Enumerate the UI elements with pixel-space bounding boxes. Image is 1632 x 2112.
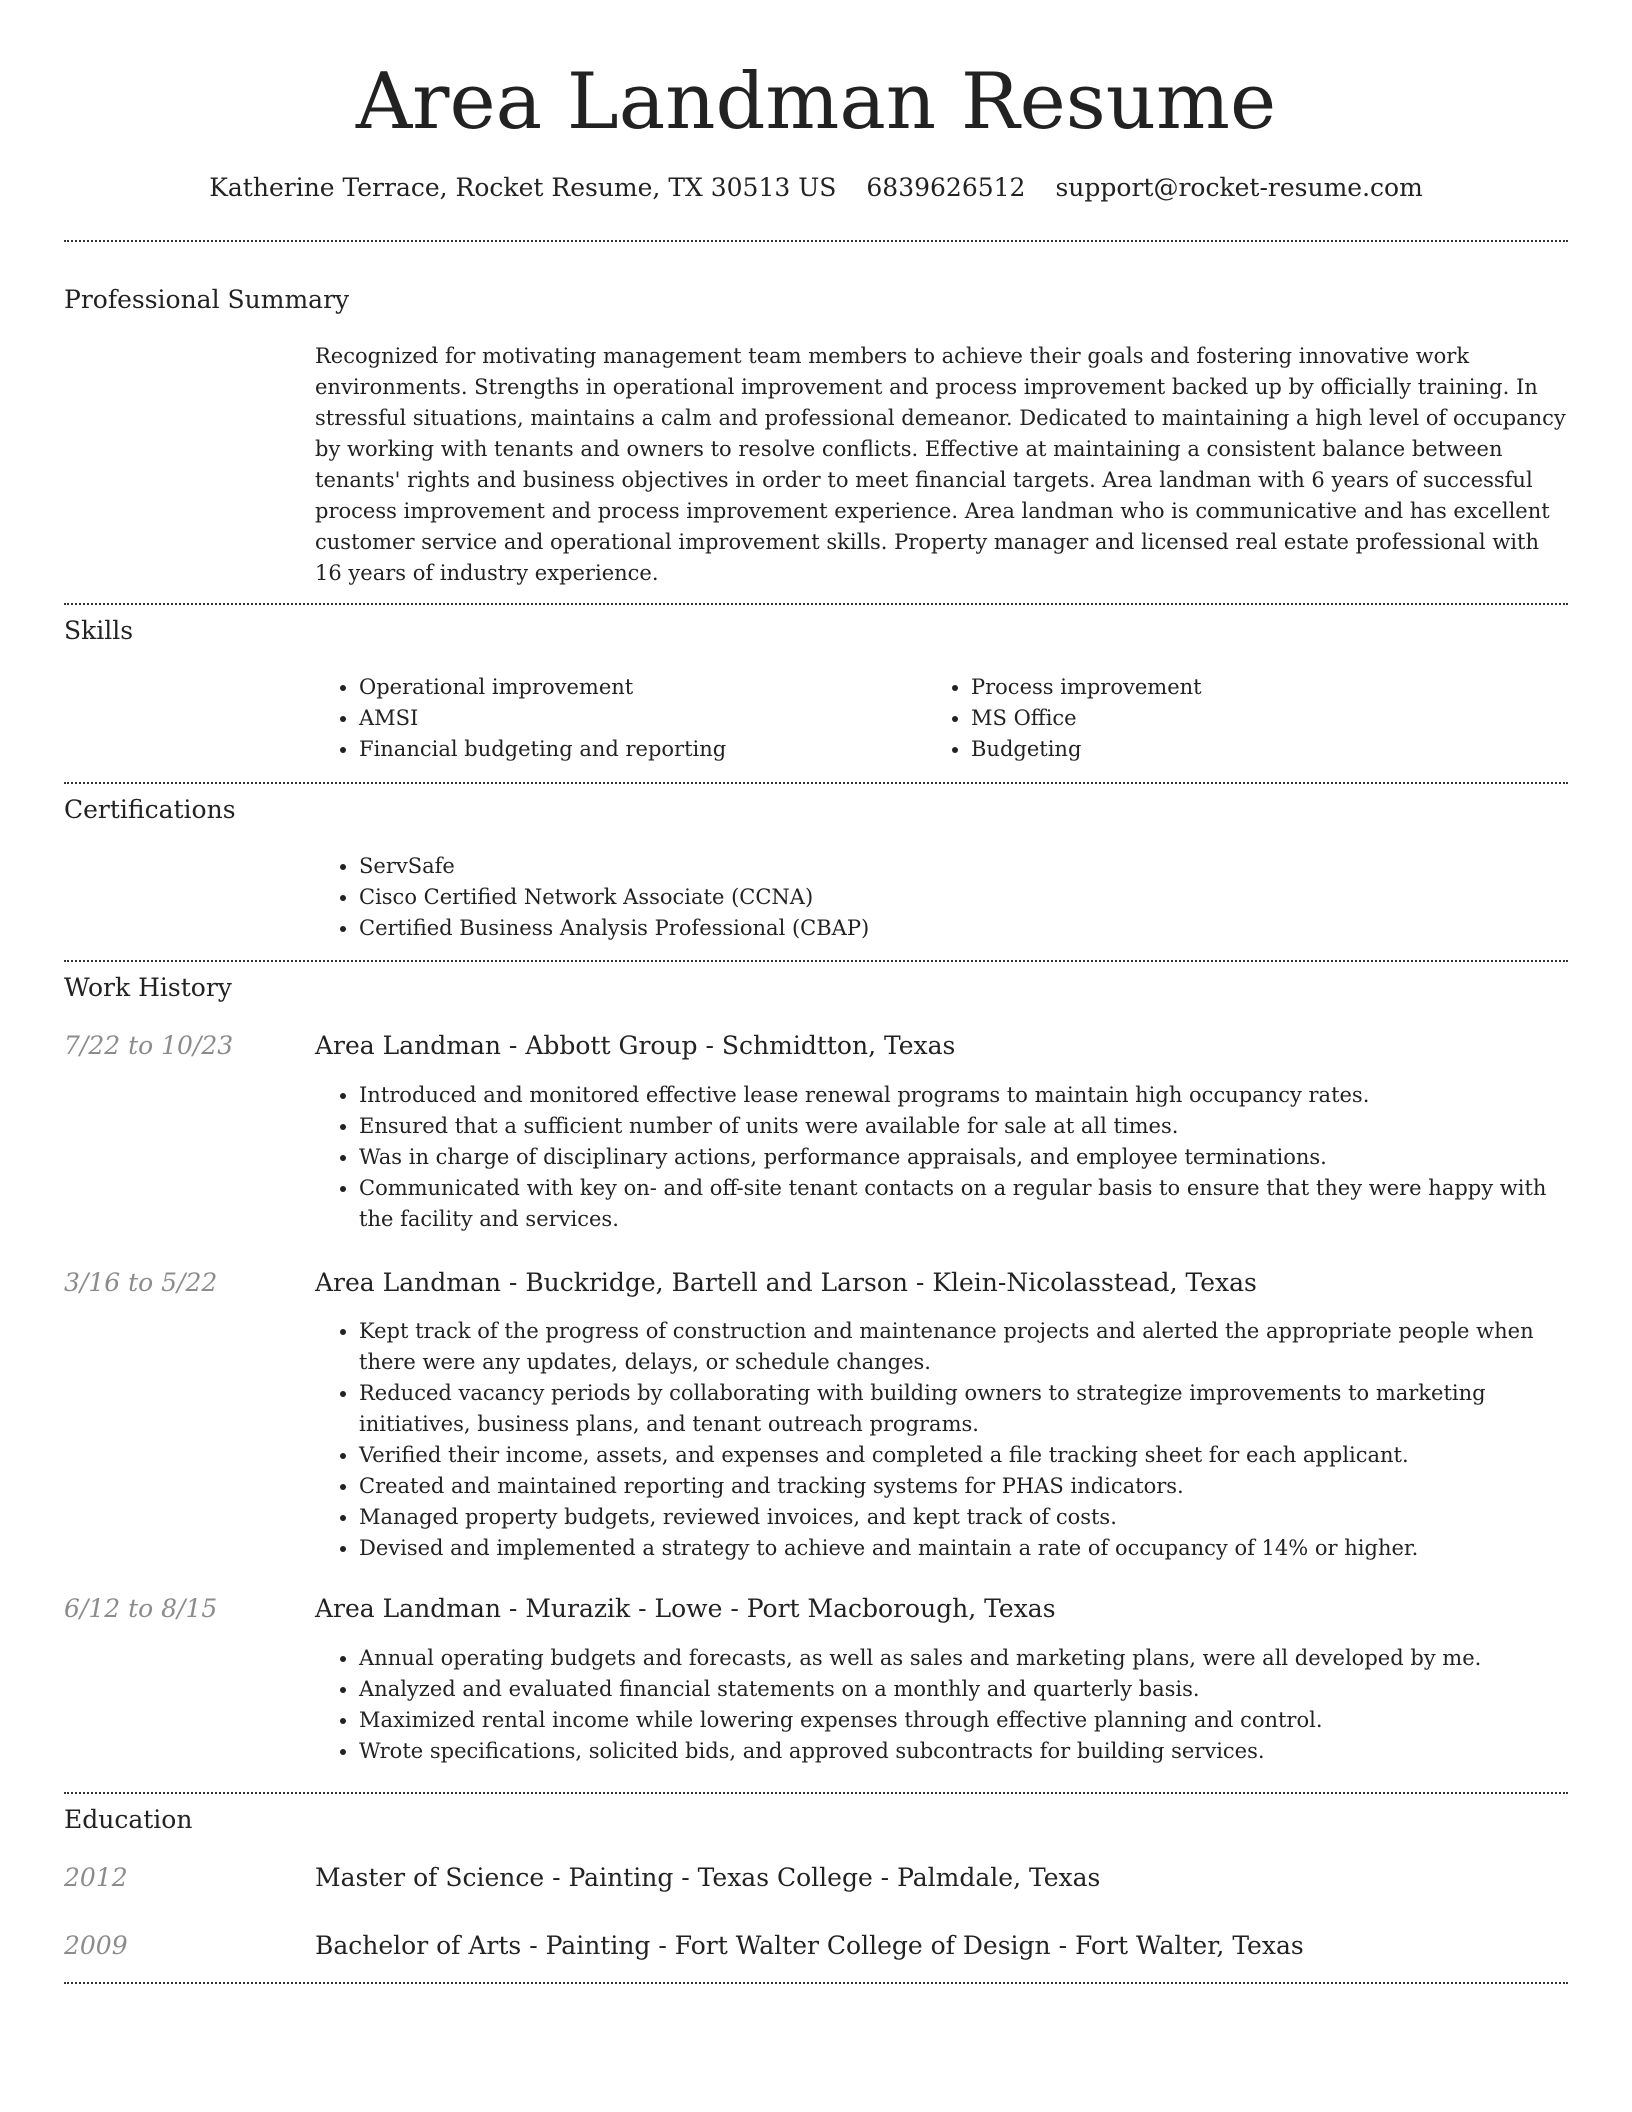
certification-item: • ServSafe	[359, 851, 1568, 882]
duty-item: • Created and maintained reporting and tracking systems for PHAS indicators.	[359, 1471, 1568, 1502]
job-duties	[315, 1080, 1568, 1235]
skill-item: • Budgeting	[971, 734, 1527, 765]
duty-item: • Was in charge of disciplinary actions, performance appraisals, and employee terminations.	[359, 1142, 1568, 1173]
summary-block	[315, 341, 1568, 589]
divider	[64, 782, 1568, 784]
section-heading-certifications: Certifications	[64, 795, 236, 824]
divider	[64, 603, 1568, 605]
skill-item: • Financial budgeting and reporting	[359, 734, 915, 765]
contact-line	[64, 170, 1568, 206]
job-duties	[315, 1316, 1568, 1564]
divider	[64, 240, 1568, 242]
certifications-list	[315, 851, 1568, 944]
duty-item: • Devised and implemented a strategy to achieve and maintain a rate of occupancy of 14% or higher.	[359, 1533, 1568, 1564]
duty-item: • Verified their income, assets, and expenses and completed a file tracking sheet for each applicant.	[359, 1440, 1568, 1471]
job-title: Area Landman - Buckridge, Bartell and Larson - Klein-Nicolasstead, Texas	[315, 1268, 1257, 1297]
skill-item: • Process improvement	[971, 672, 1527, 703]
skill-item: • MS Office	[971, 703, 1527, 734]
skills-column-left	[315, 672, 915, 765]
education-degree: Master of Science - Painting - Texas College - Palmdale, Texas	[315, 1863, 1101, 1892]
divider	[64, 960, 1568, 962]
duty-item: • Annual operating budgets and forecasts, as well as sales and marketing plans, were all developed by me.	[359, 1643, 1568, 1674]
section-heading-education: Education	[64, 1805, 193, 1834]
duty-item: • Communicated with key on- and off-site tenant contacts on a regular basis to ensure that they were happy with the facility and services.	[359, 1173, 1568, 1235]
skill-item: • Operational improvement	[359, 672, 915, 703]
section-heading-work-history: Work History	[64, 973, 232, 1002]
duty-item: • Kept track of the progress of construction and maintenance projects and alerted the appropriate people when there were any updates, delays, or schedule changes.	[359, 1316, 1568, 1378]
contact-phone: 6839626512	[866, 173, 1026, 202]
duty-item: • Introduced and monitored effective lease renewal programs to maintain high occupancy rates.	[359, 1080, 1568, 1111]
divider	[64, 1792, 1568, 1794]
job-duties	[315, 1643, 1568, 1767]
job-title: Area Landman - Abbott Group - Schmidtton, Texas	[315, 1031, 956, 1060]
certification-item: • Cisco Certified Network Associate (CCNA)	[359, 882, 1568, 913]
section-heading-skills: Skills	[64, 616, 134, 645]
skills-column-right	[927, 672, 1527, 765]
divider	[64, 1982, 1568, 1984]
job-dates: 3/16 to 5/22	[64, 1268, 218, 1297]
duty-item: • Reduced vacancy periods by collaborating with building owners to strategize improvements to marketing initiatives, business plans, and tenant outreach programs.	[359, 1378, 1568, 1440]
contact-address: Katherine Terrace, Rocket Resume, TX 30513 US	[209, 173, 837, 202]
contact-email: support@rocket-resume.com	[1055, 173, 1423, 202]
job-dates: 7/22 to 10/23	[64, 1031, 234, 1060]
education-degree: Bachelor of Arts - Painting - Fort Walter College of Design - Fort Walter, Texas	[315, 1931, 1304, 1960]
resume-title: Area Landman Resume	[355, 57, 1277, 147]
duty-item: • Maximized rental income while lowering expenses through effective planning and control.	[359, 1705, 1568, 1736]
duty-item: • Ensured that a sufficient number of units were available for sale at all times.	[359, 1111, 1568, 1142]
duty-item: • Wrote specifications, solicited bids, and approved subcontracts for building services.	[359, 1736, 1568, 1767]
education-year: 2009	[64, 1931, 128, 1960]
skill-item: • AMSI	[359, 703, 915, 734]
job-dates: 6/12 to 8/15	[64, 1594, 218, 1623]
section-heading-summary: Professional Summary	[64, 285, 350, 314]
education-year: 2012	[64, 1863, 128, 1892]
summary-text: Recognized for motivating management team members to achieve their goals and fostering innovative work environments. Strengths in operational improvement and process improvement backed up by officially training. In stressful situations, maintains a calm and professional demeanor. Dedicated to maintaining a high level of occupancy by working with tenants and owners to resolve conflicts. Effective at maintaining a consistent balance between tenants' rights and business objectives in order to meet financial targets. Area landman with 6 years of successful process improvement and process improvement experience. Area landman who is communicative and has excellent customer service and operational improvement skills. Property manager and licensed real estate professional with 16 years of industry experience.	[315, 344, 1566, 585]
duty-item: • Managed property budgets, reviewed invoices, and kept track of costs.	[359, 1502, 1568, 1533]
certification-item: • Certified Business Analysis Professional (CBAP)	[359, 913, 1568, 944]
job-title: Area Landman - Murazik - Lowe - Port Macborough, Texas	[315, 1594, 1056, 1623]
duty-item: • Analyzed and evaluated financial statements on a monthly and quarterly basis.	[359, 1674, 1568, 1705]
